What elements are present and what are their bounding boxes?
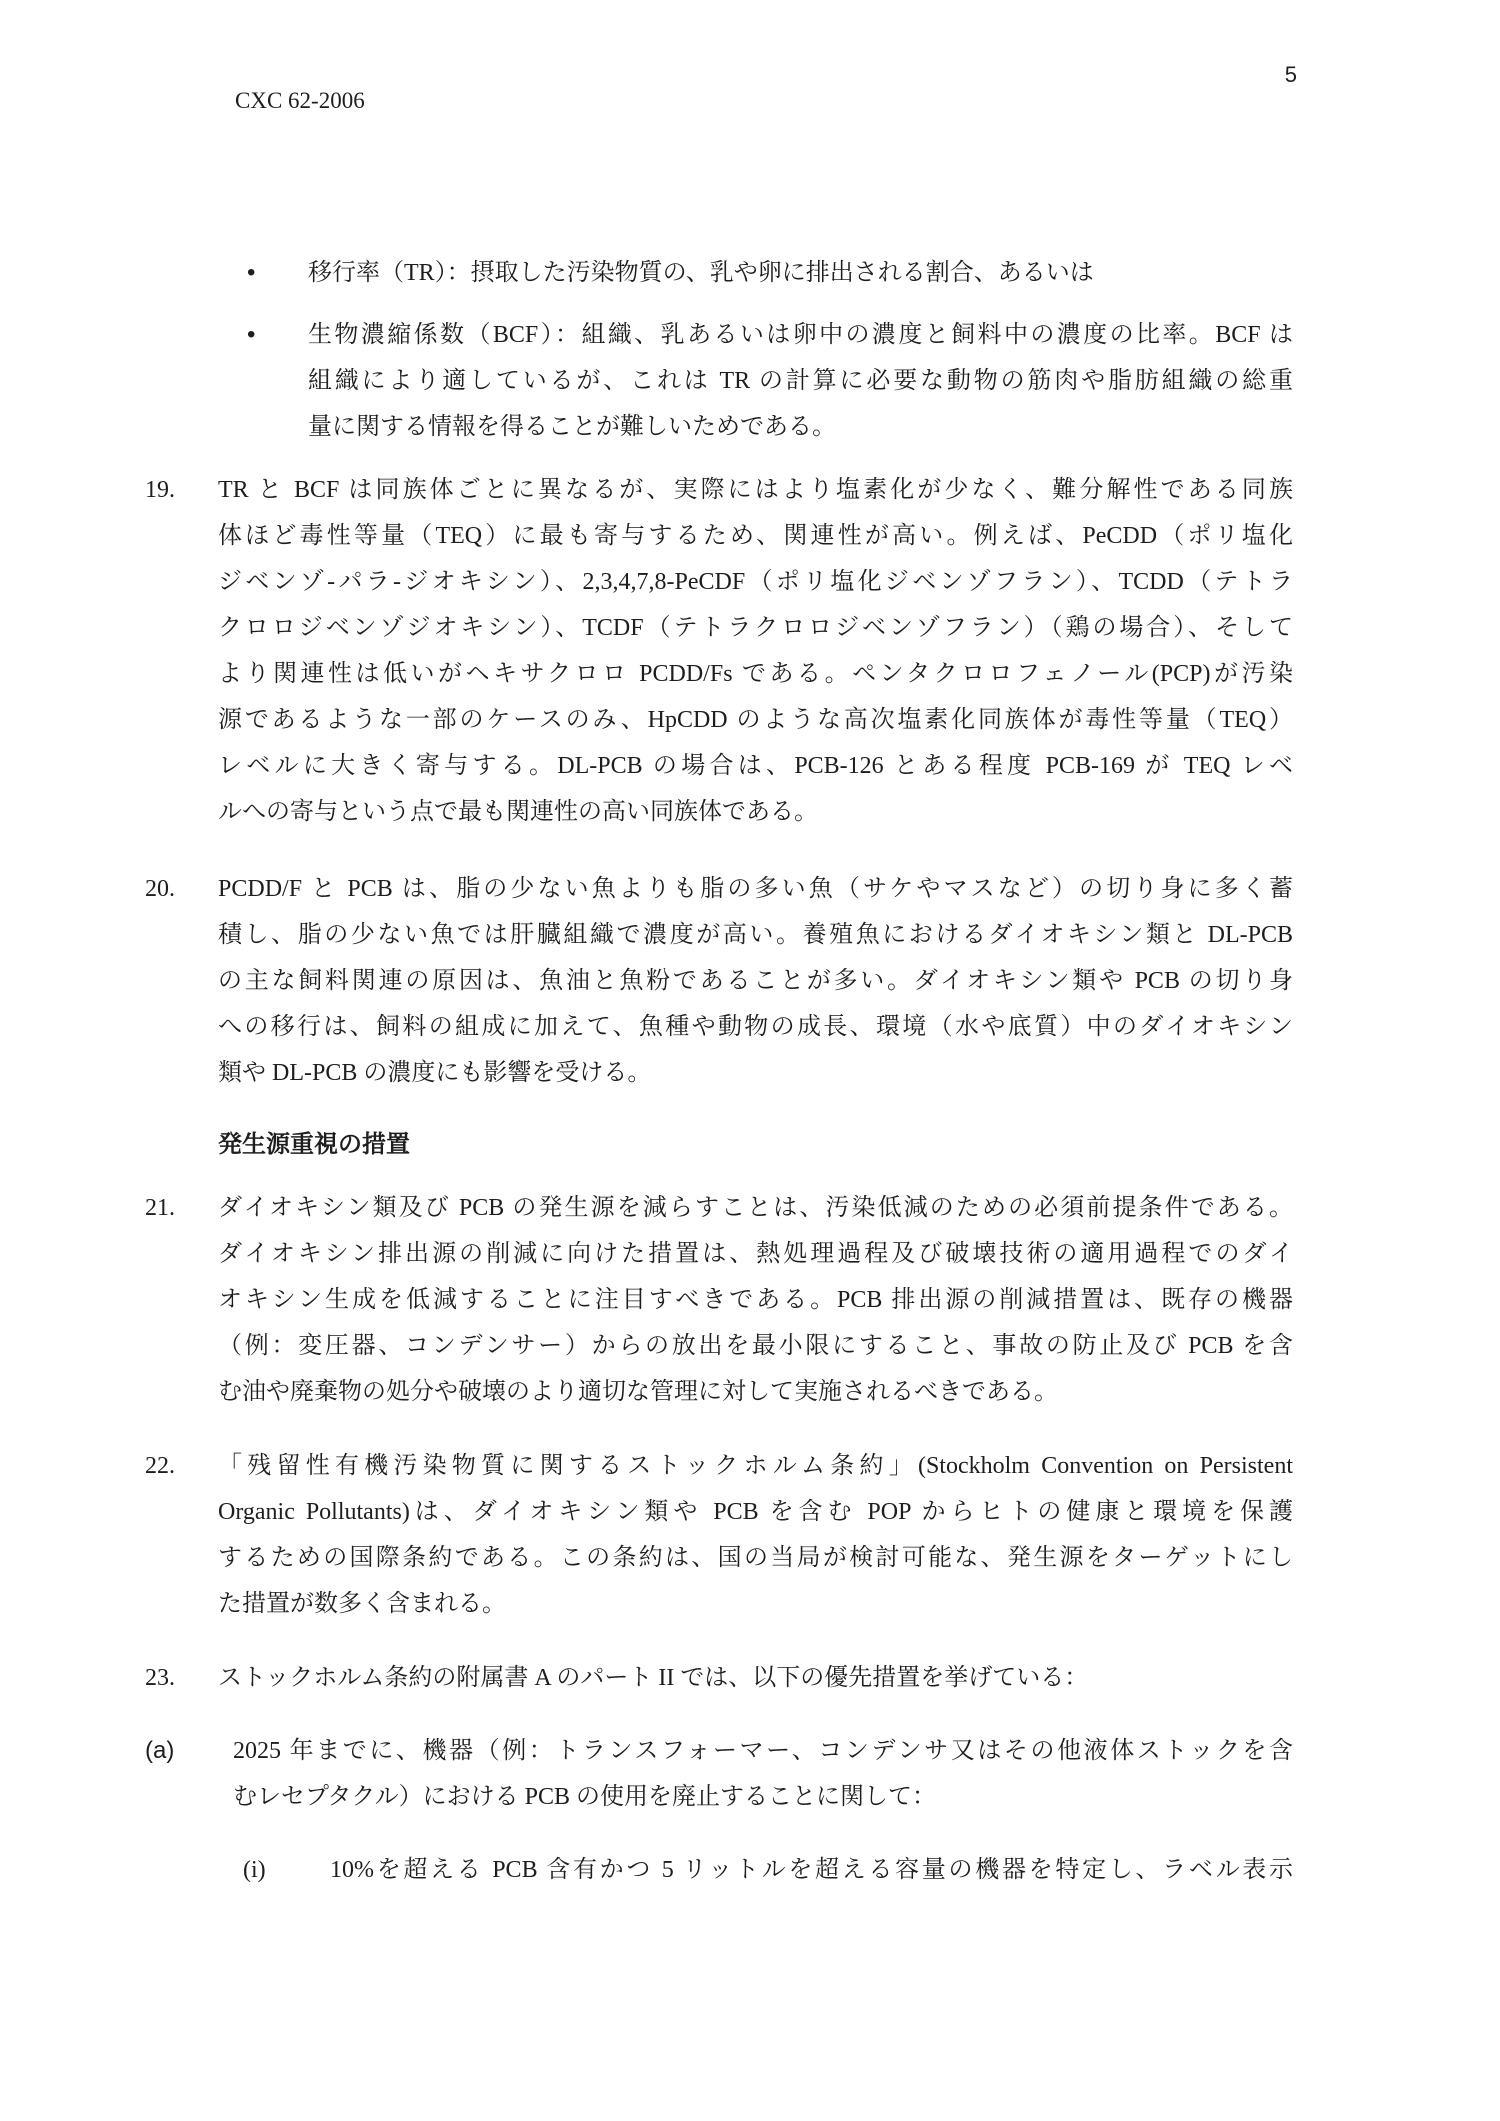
paragraph-line: 積し、脂の少ない魚では肝臓組織で濃度が高い。養殖魚におけるダイオキシン類と DL-PCB	[218, 922, 1293, 948]
list-item-label: (i)	[243, 1857, 266, 1883]
paragraph-line: ルへの寄与という点で最も関連性の高い同族体である。	[218, 799, 818, 825]
paragraph-line: た措置が数多く含まれる。	[218, 1591, 506, 1617]
paragraph-line: （例：変圧器、コンデンサー）からの放出を最小限にすること、事故の防止及び PCB を含	[218, 1333, 1293, 1359]
list-item-line: 2025 年までに、機器（例：トランスフォーマー、コンデンサ又はその他液体ストックを含	[233, 1738, 1293, 1764]
paragraph-line: 源であるような一部のケースのみ、HpCDD のような高次塩素化同族体が毒性等量（TEQ）	[218, 707, 1293, 733]
paragraph-number: 19.	[145, 477, 175, 503]
list-item-a	[145, 1728, 1293, 1820]
paragraph-text	[218, 467, 1293, 835]
paragraph-23	[145, 1655, 1293, 1701]
paragraph-21	[145, 1185, 1293, 1415]
paragraph-text	[218, 866, 1293, 1096]
paragraph-line: クロロジベンゾジオキシン）、TCDF（テトラクロロジベンゾフラン）（鶏の場合）、そして	[218, 615, 1293, 641]
paragraph-20	[145, 866, 1293, 1096]
paragraph-text	[218, 1443, 1293, 1627]
paragraph-line: するための国際条約である。この条約は、国の当局が検討可能な、発生源をターゲットにし	[218, 1545, 1293, 1571]
bullet-text	[308, 250, 1293, 296]
paragraph-text	[218, 1185, 1293, 1415]
list-item-line: 10%を超える PCB 含有かつ 5 リットルを超える容量の機器を特定し、ラベル表示	[330, 1857, 1293, 1883]
list-item-text	[233, 1728, 1293, 1820]
paragraph-line: への移行は、飼料の組成に加えて、魚種や動物の成長、環境（水や底質）中のダイオキシン	[218, 1014, 1293, 1040]
bullet-item-bcf	[0, 312, 1500, 450]
paragraph-19	[145, 467, 1293, 835]
list-item-i	[243, 1847, 1293, 1893]
paragraph-number: 20.	[145, 876, 175, 902]
paragraph-number: 23.	[145, 1665, 175, 1691]
list-item-text	[330, 1847, 1293, 1893]
bullet-line: 移行率（TR）：摂取した汚染物質の、乳や卵に排出される割合、あるいは	[308, 260, 1094, 286]
paragraph-line: 類や DL-PCB の濃度にも影響を受ける。	[218, 1060, 652, 1086]
paragraph-line: む油や廃棄物の処分や破壊のより適切な管理に対して実施されるべきである。	[218, 1379, 1058, 1405]
paragraph-22	[145, 1443, 1293, 1627]
paragraph-line: 「残留性有機汚染物質に関するストックホルム条約」(Stockholm Convention on Persistent	[218, 1453, 1293, 1479]
paragraph-line: TR と BCF は同族体ごとに異なるが、実際にはより塩素化が少なく、難分解性である同族	[218, 477, 1293, 503]
bullet-line: 生物濃縮係数（BCF）：組織、乳あるいは卵中の濃度と飼料中の濃度の比率。BCF は	[308, 322, 1293, 348]
paragraph-text	[218, 1655, 1293, 1701]
paragraph-line: 体ほど毒性等量（TEQ）に最も寄与するため、関連性が高い。例えば、PeCDD（ポリ塩化	[218, 523, 1293, 549]
paragraph-line: Organic Pollutants)は、ダイオキシン類や PCB を含む POP からヒトの健康と環境を保護	[218, 1499, 1293, 1525]
paragraph-line: の主な飼料関連の原因は、魚油と魚粉であることが多い。ダイオキシン類や PCB の切り身	[218, 968, 1293, 994]
paragraph-line: ダイオキシン類及び PCB の発生源を減らすことは、汚染低減のための必須前提条件である。	[218, 1195, 1293, 1221]
paragraph-line: PCDD/F と PCB は、脂の少ない魚よりも脂の多い魚（サケやマスなど）の切り身に多く蓄	[218, 876, 1293, 902]
paragraph-line: ストックホルム条約の附属書 A のパート II では、以下の優先措置を挙げている：	[218, 1665, 1089, 1691]
list-item-label: (a)	[145, 1737, 175, 1764]
page-number: 5	[1284, 62, 1297, 87]
bullet-item-transfer-rate	[0, 250, 1500, 296]
document-code-header: CXC 62-2006	[235, 88, 365, 113]
paragraph-number: 22.	[145, 1453, 175, 1479]
paragraph-line: ジベンゾ-パラ-ジオキシン）、2,3,4,7,8-PeCDF（ポリ塩化ジベンゾフラン）、TCDD（テトラ	[218, 569, 1293, 595]
bullet-line: 量に関する情報を得ることが難しいためである。	[308, 414, 836, 440]
bullet-symbol: •	[247, 321, 256, 348]
paragraph-line: レベルに大きく寄与する。DL-PCB の場合は、PCB-126 とある程度 PCB-169 が TEQ レベ	[218, 753, 1293, 779]
paragraph-line: オキシン生成を低減することに注目すべきである。PCB 排出源の削減措置は、既存の機器	[218, 1287, 1293, 1313]
paragraph-line: ダイオキシン排出源の削減に向けた措置は、熱処理過程及び破壊技術の適用過程でのダイ	[218, 1241, 1293, 1267]
bullet-line: 組織により適しているが、これは TR の計算に必要な動物の筋肉や脂肪組織の総重	[308, 368, 1293, 394]
bullet-symbol: •	[247, 259, 256, 286]
bullet-text	[308, 312, 1293, 450]
paragraph-number: 21.	[145, 1195, 175, 1221]
paragraph-line: より関連性は低いがヘキサクロロ PCDD/Fs である。ペンタクロロフェノール(PCP)が汚染	[218, 661, 1293, 687]
section-heading: 発生源重視の措置	[218, 1131, 410, 1158]
list-item-line: むレセプタクル）における PCB の使用を廃止することに関して：	[233, 1784, 936, 1810]
